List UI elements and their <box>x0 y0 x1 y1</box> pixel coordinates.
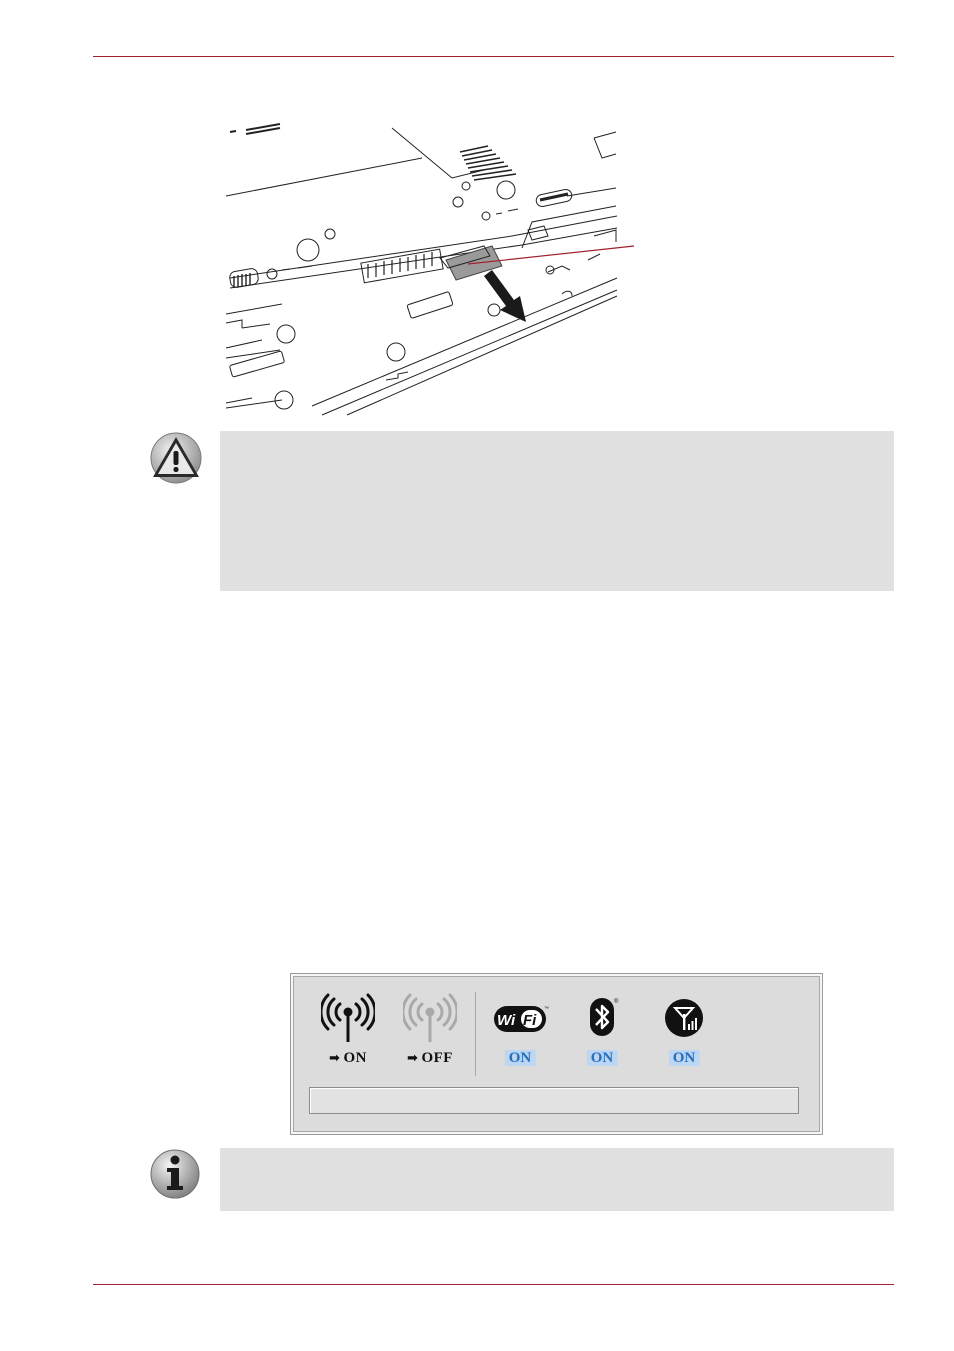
wifi-logo-icon <box>490 1000 550 1040</box>
caution-triangle-icon <box>149 431 203 485</box>
wireless-on-control[interactable] <box>313 992 383 1072</box>
wireless-antenna-on-icon <box>321 992 375 1044</box>
info-note-box <box>220 1148 894 1211</box>
sim-card-removal-illustration <box>222 118 642 418</box>
bluetooth-on-badge: ON <box>587 1050 618 1066</box>
info-icon <box>149 1148 201 1200</box>
wifi-status <box>485 992 555 1072</box>
wireless-antenna-off-icon <box>403 992 457 1044</box>
wireless-status-panel <box>290 973 823 1135</box>
svg-text:Wi: Wi <box>497 1012 516 1029</box>
svg-text:™: ™ <box>544 1006 549 1012</box>
status-bar <box>309 1087 799 1114</box>
footer-rule <box>93 1284 894 1285</box>
bluetooth-status <box>567 992 637 1072</box>
wireless-wan-status <box>649 992 719 1072</box>
arrow-right-icon: ➡ <box>329 1051 341 1066</box>
arrow-right-icon: ➡ <box>407 1051 419 1066</box>
wireless-wan-icon <box>662 996 706 1040</box>
wan-on-badge: ON <box>669 1050 700 1066</box>
wifi-on-badge: ON <box>505 1050 536 1066</box>
panel-divider <box>475 992 476 1076</box>
header-rule <box>93 56 894 57</box>
caution-note-box <box>220 431 894 591</box>
wireless-off-control[interactable] <box>395 992 465 1072</box>
svg-text:®: ® <box>614 999 619 1005</box>
bluetooth-icon <box>582 996 622 1040</box>
svg-text:Fi: Fi <box>523 1012 537 1029</box>
antenna-off-label: ➡ OFF <box>407 1050 453 1066</box>
antenna-on-label: ➡ ON <box>329 1050 367 1066</box>
